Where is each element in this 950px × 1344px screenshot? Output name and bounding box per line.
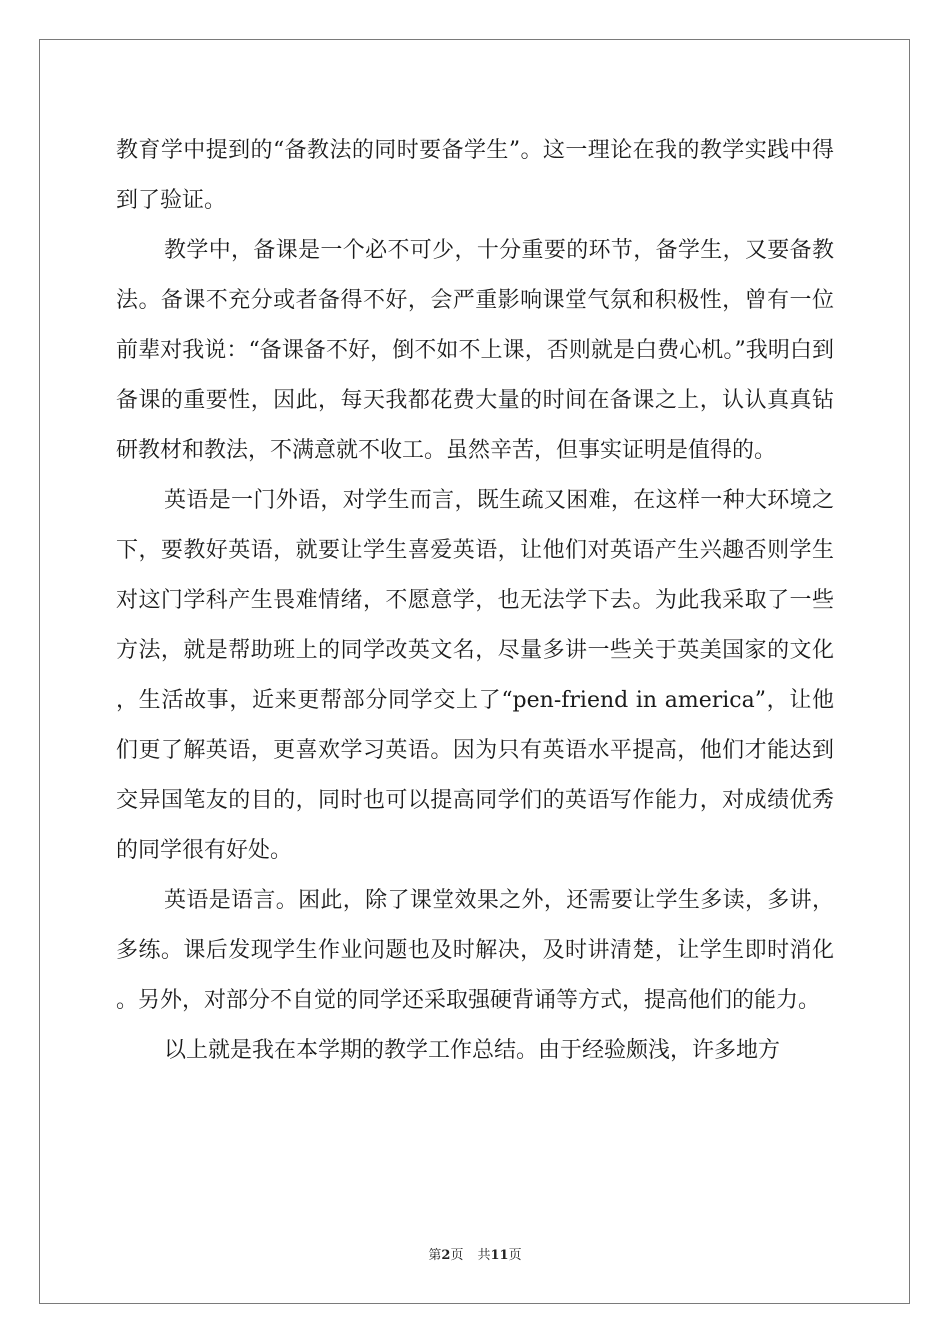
total-prefix: 共 bbox=[477, 1248, 491, 1263]
page-prefix: 第 bbox=[428, 1248, 442, 1263]
paragraph-4: 英语是语言。困此，除了课堂效果之外，还需要让学生多读，多讲，多练。课后发现学生作业问题也及时解决，及时讲清楚，让学生即时消化。另外，对部分不自觉的同学还采取强硬背诵等方式，提高他们的能力。 bbox=[116, 888, 834, 1013]
page-suffix: 页 bbox=[450, 1248, 464, 1263]
paragraph-1: 教育学中提到的“备教法的同时要备学生”。这一理论在我的教学实践中得到了验证。 bbox=[116, 138, 834, 213]
total-suffix: 页 bbox=[508, 1248, 522, 1263]
page-number: 2 bbox=[441, 1248, 451, 1263]
document-body bbox=[116, 126, 834, 1076]
paragraph-3: 英语是一门外语，对学生而言，既生疏又困难，在这样一种大环境之下，要教好英语，就要让学生喜爱英语，让他们对英语产生兴趣否则学生对这门学科产生畏难情绪，不愿意学，也无法学下去。为此我采取了一些方法，就是帮助班上的同学改英文名，尽量多讲一些关于英美国家的文化，生活故事，近来更帮部分同学交上了“pen-friend in america”，让他们更了解英语，更喜欢学习英语。因为只有英语水平提高，他们才能达到交异国笔友的目的，同时也可以提高同学们的英语写作能力，对成绩优秀的同学很有好处。 bbox=[116, 488, 834, 863]
page-footer bbox=[0, 1247, 950, 1265]
paragraph-2: 教学中，备课是一个必不可少，十分重要的环节，备学生，又要备教法。备课不充分或者备得不好，会严重影响课堂气氛和积极性，曾有一位前辈对我说：“备课备不好，倒不如不上课，否则就是白费心机。”我明白到备课的重要性，因此，每天我都花费大量的时间在备课之上，认认真真钻研教材和教法，不满意就不收工。虽然辛苦，但事实证明是值得的。 bbox=[116, 238, 834, 463]
paragraph-5: 以上就是我在本学期的教学工作总结。由于经验颇浅，许多地方 bbox=[164, 1038, 781, 1063]
total-pages: 11 bbox=[490, 1248, 509, 1263]
